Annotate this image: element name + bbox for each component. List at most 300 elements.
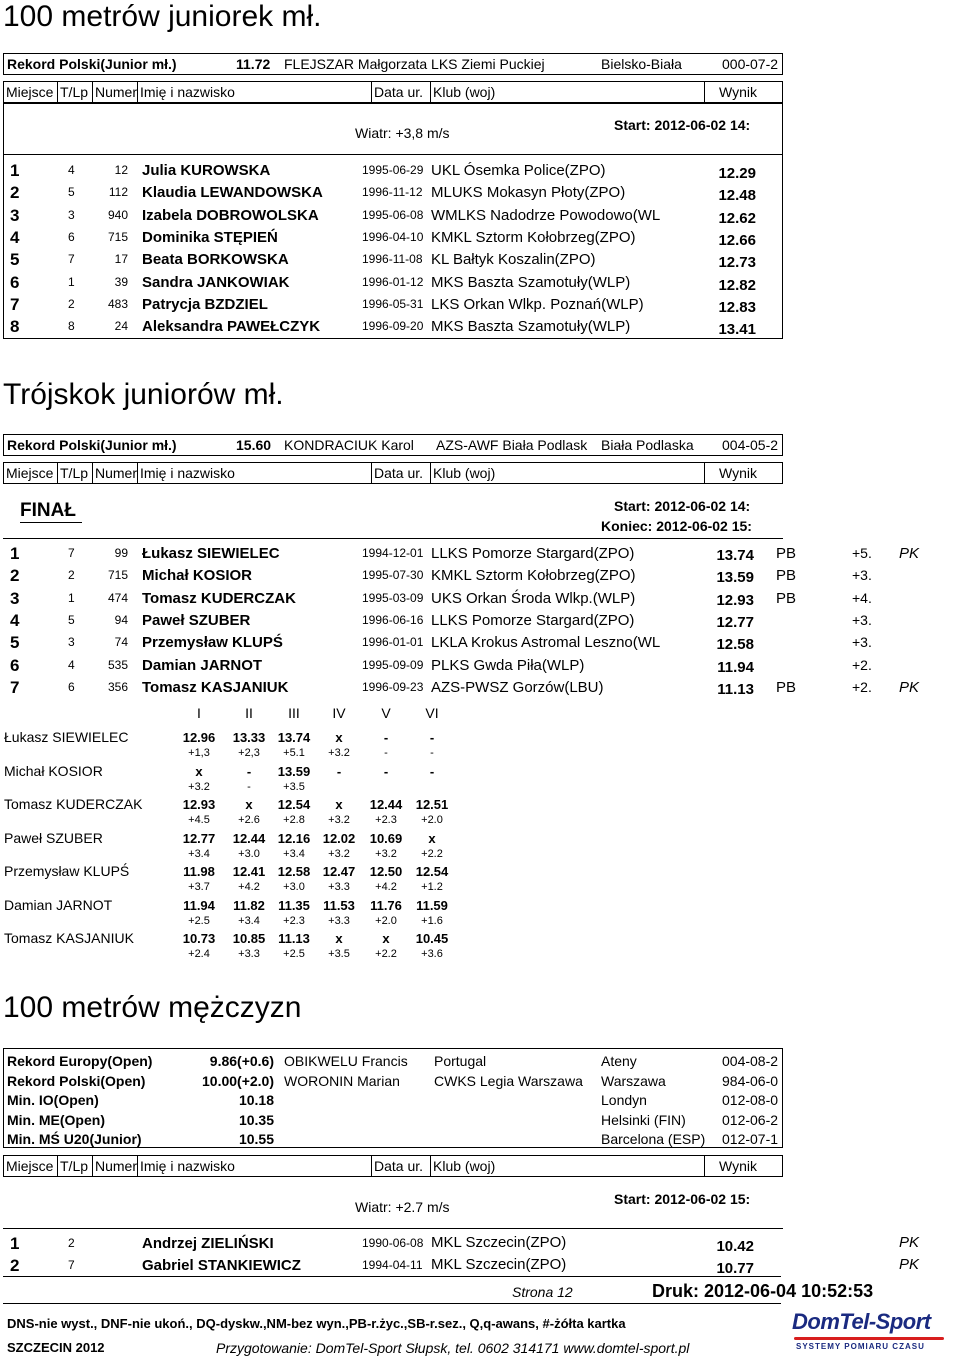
attempt-wind: +3.2 (328, 747, 350, 759)
wind-value: +3. (852, 634, 872, 650)
attempt-wind: +2,3 (238, 747, 260, 759)
lane-number: 6 (68, 680, 75, 694)
header-lane: T/Lp (57, 81, 93, 103)
place-number: 2 (10, 1256, 20, 1275)
attempt-mark: 11.94 (183, 898, 215, 913)
bib-number: 940 (107, 208, 128, 222)
place-number: 5 (10, 250, 20, 269)
attempt-wind: +3.4 (283, 848, 305, 860)
header-club: Klub (woj) (430, 1155, 705, 1177)
lane-number: 7 (68, 252, 75, 266)
pk-badge: PK (899, 1234, 920, 1251)
attempt-mark: 11.76 (370, 898, 402, 913)
lane-number: 1 (68, 275, 75, 289)
birth-date: 1994-04-11 (362, 1258, 423, 1272)
club-name: UKS Orkan Środa Wlkp.(WLP) (431, 590, 636, 607)
athlete-name: Beata BORKOWSKA (142, 251, 289, 268)
place-number: 3 (10, 589, 20, 608)
round-label: I (197, 705, 201, 721)
attempt-mark: 13.33 (232, 730, 266, 745)
table-header (3, 462, 783, 484)
birth-date: 1996-01-12 (362, 275, 424, 289)
record-date: 984-06-0 (722, 1073, 779, 1089)
club-name: WMLKS Nadodrze Powodowo(WL (431, 207, 661, 224)
bib-number: 94 (114, 613, 128, 627)
bib-number: 39 (114, 275, 128, 289)
athlete-name: Julia KUROWSKA (142, 162, 271, 179)
wind-value: +5. (852, 545, 872, 561)
attempt-mark: - (429, 730, 435, 745)
result-distance: 13.59 (716, 569, 754, 586)
section-title: 100 metrów mężczyzn (3, 991, 302, 1024)
attempt-wind: +3.2 (328, 848, 350, 860)
attempt-mark: 10.85 (232, 931, 266, 946)
birth-date: 1994-12-01 (362, 546, 424, 560)
record-place: Ateny (601, 1053, 637, 1069)
birth-date: 1995-06-29 (362, 163, 424, 177)
attempt-mark: x (335, 797, 343, 812)
record-place: Barcelona (ESP) (601, 1131, 706, 1147)
club-name: KMKL Sztorm Kołobrzeg(ZPO) (431, 229, 636, 246)
wind-info: Wiatr: +3,8 m/s (355, 125, 450, 141)
section-title: 100 metrów juniorek mł. (3, 0, 322, 33)
header-lane: T/Lp (57, 462, 93, 484)
record-date: 004-08-2 (722, 1053, 779, 1069)
attempt-wind: +3.0 (238, 848, 260, 860)
attempt-mark: x (335, 931, 343, 946)
athlete-name: Sandra JANKOWIAK (142, 274, 290, 291)
record-holder: OBIKWELU Francis (284, 1053, 408, 1069)
attempt-mark: 12.54 (415, 864, 449, 879)
lane-number: 5 (68, 613, 75, 627)
attempt-wind: +3.2 (328, 814, 350, 826)
lane-number: 2 (68, 1236, 75, 1250)
lane-number: 4 (68, 163, 75, 177)
start-time: Start: 2012-06-02 15: (614, 1191, 751, 1207)
attempt-mark: x (428, 831, 436, 846)
pk-badge: PK (899, 679, 920, 696)
club-name: UKL Ósemka Police(ZPO) (431, 162, 606, 179)
header-dob: Data ur. (371, 1155, 431, 1177)
header-club: Klub (woj) (430, 462, 705, 484)
round-label: III (288, 705, 300, 721)
attempt-athlete-name: Michał KOSIOR (4, 763, 103, 779)
result-time: 13.41 (718, 321, 756, 338)
header-lane: T/Lp (57, 1155, 93, 1177)
lane-number: 5 (68, 185, 75, 199)
attempt-mark: 12.58 (277, 864, 311, 879)
record-date: 000-07-2 (722, 56, 779, 72)
birth-date: 1995-07-30 (362, 568, 424, 582)
attempt-mark: - (383, 730, 389, 745)
record-label: Rekord Polski(Junior mł.) (7, 437, 177, 453)
attempt-mark: 12.44 (232, 831, 266, 846)
final-underline (20, 522, 82, 523)
bib-number: 12 (114, 163, 128, 177)
bib-number: 483 (107, 297, 128, 311)
result-distance: 12.93 (716, 592, 754, 609)
record-value: 10.00(+2.0) (202, 1073, 274, 1089)
attempt-mark: x (382, 931, 390, 946)
attempt-mark: 11.59 (416, 898, 448, 913)
result-time: 12.73 (718, 254, 756, 271)
attempt-wind: +3.2 (188, 781, 210, 793)
header-name: Imię i nazwisko (137, 1155, 372, 1177)
pk-badge: PK (899, 1256, 920, 1273)
attempt-mark: 12.96 (182, 730, 216, 745)
personal-best-badge: PB (776, 679, 797, 696)
club-name: MKL Szczecin(ZPO) (431, 1234, 567, 1251)
lane-number: 7 (68, 546, 75, 560)
lane-number: 3 (68, 635, 75, 649)
attempt-wind: +4.2 (238, 881, 260, 893)
lane-number: 1 (68, 591, 75, 605)
birth-date: 1996-06-16 (362, 613, 424, 627)
place-number: 2 (10, 183, 20, 202)
record-value: 10.35 (238, 1112, 274, 1128)
athlete-name: Tomasz KUDERCZAK (142, 590, 296, 607)
record-label: Rekord Europy(Open) (7, 1053, 153, 1069)
attempt-wind: +3.2 (375, 848, 397, 860)
bib-number: 715 (107, 230, 128, 244)
logo-swoosh (794, 1337, 944, 1340)
wind-value: +2. (852, 679, 872, 695)
athlete-name: Tomasz KASJANIUK (142, 679, 289, 696)
header-dob: Data ur. (371, 81, 431, 103)
header-place: Miejsce (3, 81, 58, 103)
athlete-name: Gabriel STANKIEWICZ (142, 1257, 301, 1274)
final-label: FINAŁ (20, 500, 76, 521)
club-name: LKLA Krokus Astromal Leszno(WL (431, 634, 661, 651)
header-number: Numer (92, 1155, 138, 1177)
logo-subtitle: SYSTEMY POMIARU CZASU (796, 1342, 925, 1351)
birth-date: 1996-05-31 (362, 297, 424, 311)
header-dob: Data ur. (371, 462, 431, 484)
attempt-mark: x (335, 730, 343, 745)
club-name: AZS-PWSZ Gorzów(LBU) (431, 679, 604, 696)
attempt-mark: 12.51 (415, 797, 449, 812)
result-time: 10.42 (716, 1238, 754, 1255)
record-holder: KONDRACIUK Karol (284, 437, 414, 453)
record-value: 10.18 (238, 1092, 274, 1108)
attempt-mark: - (336, 764, 342, 779)
record-label: Min. MŚ U20(Junior) (7, 1131, 142, 1147)
club-name: MKS Baszta Szamotuły(WLP) (431, 318, 631, 335)
result-time: 10.77 (716, 1260, 754, 1277)
club-name: MKS Baszta Szamotuły(WLP) (431, 274, 631, 291)
record-label: Rekord Polski(Open) (7, 1073, 146, 1089)
attempt-wind: +3.0 (283, 881, 305, 893)
bib-number: 474 (107, 591, 128, 605)
attempt-wind: +3.3 (328, 915, 350, 927)
wind-value: +2. (852, 657, 872, 673)
attempt-mark: x (195, 764, 203, 779)
start-time: Start: 2012-06-02 14: (614, 498, 751, 514)
header-result: Wynik (704, 1155, 783, 1177)
header-result: Wynik (704, 462, 783, 484)
pk-badge: PK (899, 545, 920, 562)
attempt-wind: +2.4 (188, 948, 210, 960)
attempt-wind: +2.2 (421, 848, 443, 860)
attempt-mark: 10.69 (369, 831, 403, 846)
header-name: Imię i nazwisko (137, 462, 372, 484)
lane-number: 7 (68, 1258, 75, 1272)
record-holder: FLEJSZAR Małgorzata LKS Ziemi Puckiej (284, 56, 545, 72)
lane-number: 2 (68, 297, 75, 311)
header-club: Klub (woj) (430, 81, 705, 103)
record-value: 9.86(+0.6) (209, 1053, 274, 1069)
end-time: Koniec: 2012-06-02 15: (601, 518, 752, 534)
athlete-name: Michał KOSIOR (142, 567, 253, 584)
attempt-athlete-name: Tomasz KUDERCZAK (4, 796, 143, 812)
attempt-mark: 13.74 (277, 730, 311, 745)
place-number: 1 (10, 1234, 20, 1253)
attempt-mark: 11.53 (323, 898, 355, 913)
place-number: 6 (10, 273, 20, 292)
place-number: 5 (10, 633, 20, 652)
attempt-wind: - (384, 747, 388, 759)
attempt-wind: +1.2 (421, 881, 443, 893)
record-date: 012-06-2 (722, 1112, 779, 1128)
attempt-mark: 10.73 (182, 931, 216, 946)
attempt-wind: +2.3 (283, 915, 305, 927)
attempt-athlete-name: Łukasz SIEWIELEC (4, 729, 129, 745)
attempt-mark: 12.44 (369, 797, 403, 812)
header-name: Imię i nazwisko (137, 81, 372, 103)
attempt-wind: +3.4 (238, 915, 260, 927)
athlete-name: Klaudia LEWANDOWSKA (142, 184, 323, 201)
record-place: Bielsko-Biała (601, 56, 682, 72)
record-holder: WORONIN Marian (284, 1073, 400, 1089)
attempt-wind: +3.5 (283, 781, 305, 793)
attempt-wind: +4.5 (188, 814, 210, 826)
club-name: KL Bałtyk Koszalin(ZPO) (431, 251, 596, 268)
attempt-wind: - (247, 781, 251, 793)
lane-number: 3 (68, 208, 75, 222)
attempt-wind: +2.0 (421, 814, 443, 826)
bib-number: 99 (114, 546, 128, 560)
result-distance: 11.13 (717, 681, 754, 698)
attempt-wind: - (430, 747, 434, 759)
place-number: 1 (10, 161, 20, 180)
table-header (3, 81, 783, 103)
result-time: 12.66 (718, 232, 756, 249)
divider (3, 1228, 783, 1229)
attempt-athlete-name: Przemysław KLUPŚ (4, 863, 130, 879)
result-distance: 13.74 (716, 547, 754, 564)
start-time: Start: 2012-06-02 14: (614, 117, 751, 133)
record-value: 10.55 (238, 1131, 274, 1147)
personal-best-badge: PB (776, 590, 797, 607)
attempt-wind: +2.2 (375, 948, 397, 960)
header-number: Numer (92, 462, 138, 484)
city-year: SZCZECIN 2012 (7, 1340, 105, 1355)
athlete-name: Damian JARNOT (142, 657, 263, 674)
record-place: Biała Podlaska (601, 437, 694, 453)
divider (3, 154, 783, 155)
result-time: 12.62 (718, 210, 756, 227)
attempt-mark: 11.98 (183, 864, 215, 879)
place-number: 4 (10, 228, 20, 247)
attempt-wind: +3.7 (188, 881, 210, 893)
athlete-name: Aleksandra PAWEŁCZYK (142, 318, 321, 335)
wind-info: Wiatr: +2.7 m/s (355, 1199, 450, 1215)
attempt-mark: - (246, 764, 252, 779)
header-number: Numer (92, 81, 138, 103)
record-club: CWKS Legia Warszawa (434, 1073, 583, 1089)
attempt-wind: +2.3 (375, 814, 397, 826)
athlete-name: Łukasz SIEWIELEC (142, 545, 280, 562)
result-distance: 12.77 (716, 614, 754, 631)
section-title: Trójskok juniorów mł. (3, 378, 284, 411)
attempt-wind: +4.2 (375, 881, 397, 893)
print-date: Druk: 2012-06-04 10:52:53 (652, 1281, 874, 1301)
header-result: Wynik (704, 81, 783, 103)
athlete-name: Przemysław KLUPŚ (142, 634, 283, 651)
place-number: 4 (10, 611, 20, 630)
place-number: 2 (10, 566, 20, 585)
attempt-mark: 12.54 (277, 797, 311, 812)
lane-number: 8 (68, 319, 75, 333)
record-date: 004-05-2 (722, 437, 779, 453)
attempt-wind: +2.5 (188, 915, 210, 927)
birth-date: 1996-11-08 (362, 252, 423, 266)
attempt-mark: 13.59 (277, 764, 311, 779)
record-place: Londyn (601, 1092, 647, 1108)
place-number: 3 (10, 206, 20, 225)
divider (3, 538, 783, 539)
record-date: 012-07-1 (722, 1131, 779, 1147)
attempt-wind: +3.3 (238, 948, 260, 960)
bib-number: 356 (107, 680, 128, 694)
personal-best-badge: PB (776, 545, 797, 562)
record-label: Min. IO(Open) (7, 1092, 99, 1108)
attempt-mark: 10.45 (415, 931, 449, 946)
footer-line (3, 1276, 781, 1277)
attempt-mark: 12.02 (322, 831, 356, 846)
bib-number: 74 (114, 635, 128, 649)
place-number: 8 (10, 317, 20, 336)
place-number: 1 (10, 544, 20, 563)
attempt-mark: x (245, 797, 253, 812)
club-name: KMKL Sztorm Kołobrzeg(ZPO) (431, 567, 636, 584)
club-name: LLKS Pomorze Stargard(ZPO) (431, 612, 635, 629)
wind-value: +3. (852, 612, 872, 628)
attempt-wind: +3.4 (188, 848, 210, 860)
record-place: Helsinki (FIN) (601, 1112, 686, 1128)
attempt-mark: - (429, 764, 435, 779)
attempt-mark: 12.16 (277, 831, 311, 846)
result-time: 12.83 (718, 299, 756, 316)
birth-date: 1990-06-08 (362, 1236, 424, 1250)
round-label: II (245, 705, 253, 721)
attempt-mark: - (383, 764, 389, 779)
attempt-athlete-name: Paweł SZUBER (4, 830, 103, 846)
attempt-wind: +3.5 (328, 948, 350, 960)
record-label: Min. ME(Open) (7, 1112, 105, 1128)
personal-best-badge: PB (776, 567, 797, 584)
bib-number: 24 (114, 319, 128, 333)
attempt-wind: +2.6 (238, 814, 260, 826)
attempt-mark: 11.35 (278, 898, 310, 913)
lane-number: 6 (68, 230, 75, 244)
bib-number: 112 (108, 185, 128, 199)
club-name: LLKS Pomorze Stargard(ZPO) (431, 545, 635, 562)
birth-date: 1995-06-08 (362, 208, 424, 222)
attempt-mark: 12.77 (182, 831, 216, 846)
bib-number: 17 (114, 252, 128, 266)
record-label: Rekord Polski(Junior mł.) (7, 56, 177, 72)
attempt-wind: +1.6 (421, 915, 443, 927)
birth-date: 1996-01-01 (362, 635, 424, 649)
attempt-wind: +3.6 (421, 948, 443, 960)
domtel-logo (788, 1309, 958, 1355)
club-name: PLKS Gwda Piła(WLP) (431, 657, 585, 674)
logo-text: DomTel-Sport (792, 1309, 931, 1334)
record-place: Warszawa (601, 1073, 666, 1089)
athlete-name: Dominika STĘPIEŃ (142, 229, 278, 246)
round-label: VI (425, 705, 439, 721)
athlete-name: Paweł SZUBER (142, 612, 251, 629)
bib-number: 715 (107, 568, 128, 582)
birth-date: 1996-09-23 (362, 680, 424, 694)
table-header (3, 1155, 783, 1177)
header-place: Miejsce (3, 1155, 58, 1177)
record-club: AZS-AWF Biała Podlask (436, 437, 588, 453)
attempt-wind: +1,3 (188, 747, 210, 759)
record-date: 012-08-0 (722, 1092, 779, 1108)
athlete-name: Izabela DOBROWOLSKA (142, 207, 319, 224)
place-number: 7 (10, 678, 20, 697)
club-name: LKS Orkan Wlkp. Poznań(WLP) (431, 296, 644, 313)
birth-date: 1996-04-10 (362, 230, 424, 244)
attempt-mark: 11.82 (233, 898, 265, 913)
attempt-mark: 12.41 (232, 864, 266, 879)
page-number: Strona 12 (512, 1284, 573, 1300)
round-label: IV (332, 705, 346, 721)
abbreviation-legend: DNS-nie wyst., DNF-nie ukoń., DQ-dyskw.,NM-bez wyn.,PB-r.życ.,SB-r.sez., Q,q-awans, #-żółta kartka (7, 1316, 626, 1331)
attempt-wind: +2.8 (283, 814, 305, 826)
club-name: MKL Szczecin(ZPO) (431, 1256, 567, 1273)
place-number: 7 (10, 295, 20, 314)
attempt-mark: 12.47 (322, 864, 356, 879)
wind-value: +4. (852, 590, 872, 606)
result-time: 12.82 (718, 277, 756, 294)
birth-date: 1996-09-20 (362, 319, 424, 333)
attempt-mark: 11.13 (278, 931, 310, 946)
athlete-name: Patrycja BZDZIEL (142, 296, 268, 313)
result-time: 12.29 (718, 165, 756, 182)
club-name: MLUKS Mokasyn Płoty(ZPO) (431, 184, 626, 201)
result-distance: 11.94 (717, 659, 754, 676)
wind-value: +3. (852, 567, 872, 583)
attempt-mark: 12.50 (369, 864, 403, 879)
attempt-mark: 12.93 (182, 797, 216, 812)
result-time: 12.48 (718, 187, 756, 204)
record-value: 11.72 (236, 56, 271, 72)
lane-number: 4 (68, 658, 75, 672)
place-number: 6 (10, 656, 20, 675)
attempt-wind: +2.0 (375, 915, 397, 927)
birth-date: 1995-03-09 (362, 591, 424, 605)
result-distance: 12.58 (716, 636, 754, 653)
footer-line (3, 1303, 781, 1304)
athlete-name: Andrzej ZIELIŃSKI (142, 1235, 274, 1252)
record-value: 15.60 (236, 437, 272, 453)
lane-number: 2 (68, 568, 75, 582)
birth-date: 1995-09-09 (362, 658, 424, 672)
bib-number: 535 (107, 658, 128, 672)
